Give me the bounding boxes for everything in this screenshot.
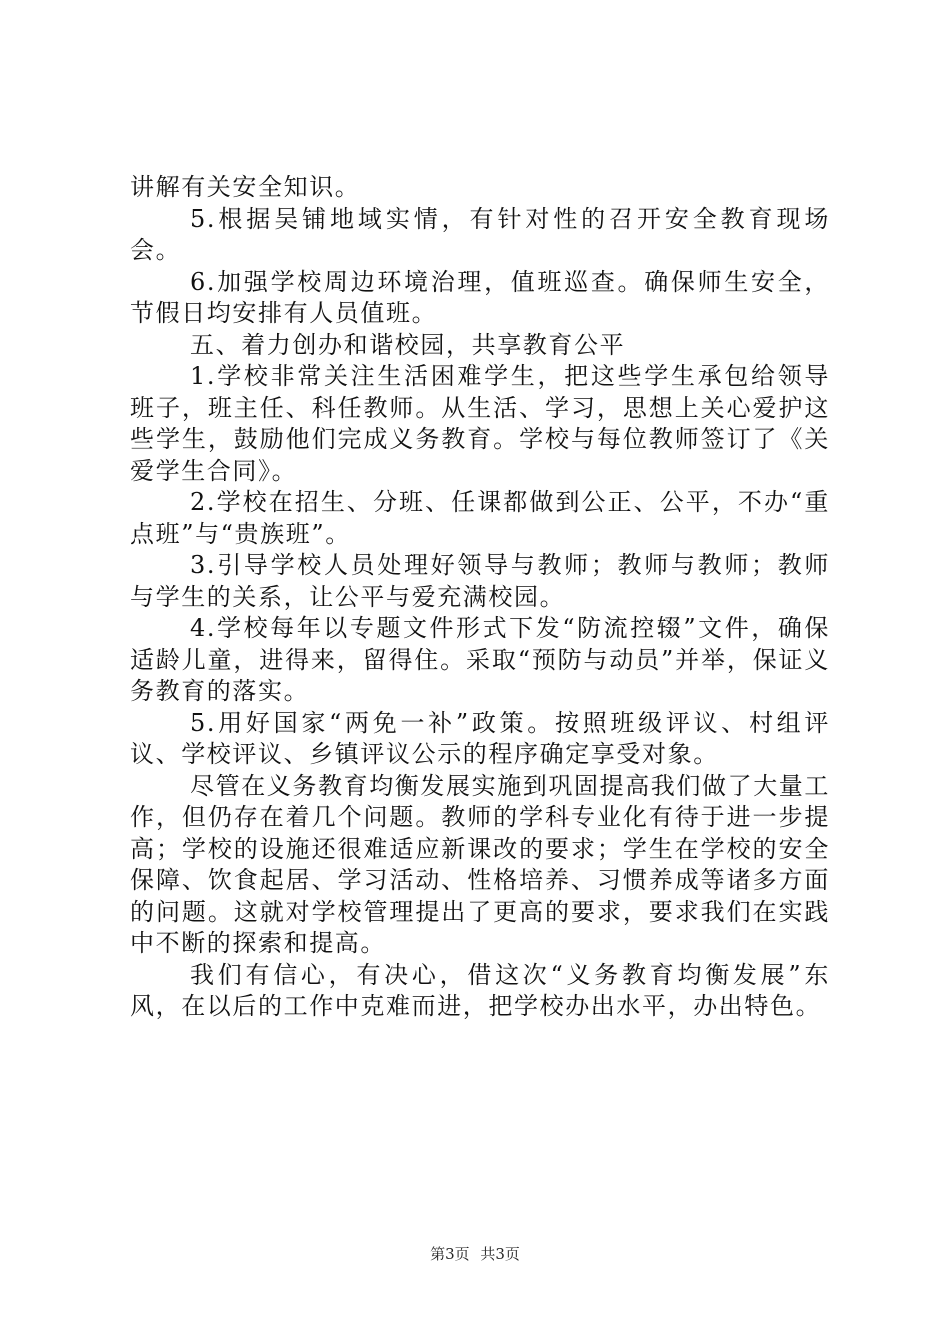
paragraph-conclusion: 我们有信心，有决心，借这次“义务教育均衡发展”东风，在以后的工作中克难而进，把学校办出水平，办出特色。 xyxy=(130,960,830,1020)
document-body xyxy=(130,172,830,1023)
paragraph-item-2-fair-enrollment: 2.学校在招生、分班、任课都做到公正、公平，不办“重点班”与“贵族班”。 xyxy=(130,488,830,548)
page-number: 第3页 xyxy=(430,1245,470,1263)
paragraph-item-5-subsidy-policy: 5.用好国家“两免一补”政策。按照班级评议、村组评议、学校评议、乡镇评议公示的程序确定享受对象。 xyxy=(130,708,830,768)
paragraph-problems: 尽管在义务教育均衡发展实施到巩固提高我们做了大量工作，但仍存在着几个问题。教师的学科专业化有待于进一步提高；学校的设施还很难适应新课改的要求；学生在学校的安全保障、饮食起居、学习活动、性格培养、习惯养成等诸多方面的问题。这就对学校管理提出了更高的要求，要求我们在实践中不断的探索和提高。 xyxy=(130,771,830,957)
page-total: 共3页 xyxy=(480,1245,520,1263)
paragraph-item-3-relationships: 3.引导学校人员处理好领导与教师；教师与教师；教师与学生的关系，让公平与爱充满校园。 xyxy=(130,551,830,611)
section-heading-five: 五、着力创办和谐校园，共享教育公平 xyxy=(190,330,626,359)
paragraph-item-6-environment: 6.加强学校周边环境治理，值班巡查。确保师生安全，节假日均安排有人员值班。 xyxy=(130,267,830,327)
paragraph-continuation: 讲解有关安全知识。 xyxy=(130,173,361,201)
paragraph-item-5-safety-meeting: 5.根据吴铺地域实情，有针对性的召开安全教育现场会。 xyxy=(130,204,830,264)
page-footer xyxy=(0,1243,950,1264)
paragraph-item-1-poor-students: 1.学校非常关注生活困难学生，把这些学生承包给领导班子，班主任、科任教师。从生活、学习，思想上关心爱护这些学生，鼓励他们完成义务教育。学校与每位教师签订了《关爱学生合同》。 xyxy=(130,362,830,485)
paragraph-item-4-dropout-control: 4.学校每年以专题文件形式下发“防流控辍”文件，确保适龄儿童，进得来，留得住。采取“预防与动员”并举，保证义务教育的落实。 xyxy=(130,614,830,705)
